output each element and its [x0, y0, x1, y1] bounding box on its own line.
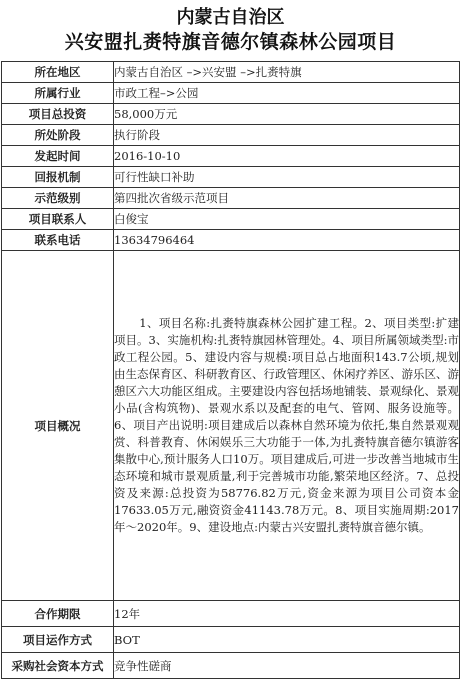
row-label: 所属行业	[2, 83, 114, 104]
table-row	[2, 188, 460, 209]
table-row	[2, 83, 460, 104]
row-label: 项目总投资	[2, 104, 114, 125]
table-row	[2, 230, 460, 251]
row-value: 2016-10-10	[114, 146, 460, 167]
row-value: 13634796464	[114, 230, 460, 251]
table-row	[2, 104, 460, 125]
table-row	[2, 125, 460, 146]
row-label: 所在地区	[2, 62, 114, 83]
table-row	[2, 627, 460, 653]
row-label: 联系电话	[2, 230, 114, 251]
row-value: 第四批次省级示范项目	[114, 188, 460, 209]
row-value: 竞争性磋商	[114, 653, 460, 679]
project-info-table	[1, 61, 460, 679]
row-value: 市政工程–>公园	[114, 83, 460, 104]
table-row	[2, 209, 460, 230]
row-value: 58,000万元	[114, 104, 460, 125]
row-value: 白俊宝	[114, 209, 460, 230]
row-label: 回报机制	[2, 167, 114, 188]
row-label: 所处阶段	[2, 125, 114, 146]
overview-text: 1、项目名称:扎赉特旗森林公园扩建工程。2、项目类型:扩建项目。3、实施机构:扎赉特旗园林管理处。4、项目所属领域类型:市政工程公园。5、建设内容与规模:项目总占地面积143.7公顷,规划由生态保育区、科研教育区、行政管理区、休闲疗养区、游乐区、游憩区六大功能区组成。主要建设内容包括场地铺装、景观绿化、景观小品(含构筑物)、景观水系以及配套的电气、管网、服务设施等。6、项目产出说明:项目建成后以森林自然环境为依托,集自然景观观赏、科普教育、休闲娱乐三大功能于一体,为扎赉特旗音德尔镇游客集散中心,预计服务人口10万。项目建成后,可进一步改善当地城市生态环境和城市景观质量,利于完善城市功能,繁荣地区经济。7、总投资及来源:总投资为58776.82万元,资金来源为项目公司资本金17633.05万元,融资资金41143.78万元。8、项目实施周期:2017年～2020年。9、建设地点:内蒙古兴安盟扎赉特旗音德尔镇。	[114, 251, 460, 601]
table-row	[2, 62, 460, 83]
row-value: 执行阶段	[114, 125, 460, 146]
row-label: 发起时间	[2, 146, 114, 167]
title-block	[0, 0, 461, 60]
title-line-region: 内蒙古自治区	[176, 7, 285, 28]
row-label: 项目联系人	[2, 209, 114, 230]
title-line-project: 兴安盟扎赉特旗音德尔镇森林公园项目	[64, 31, 397, 53]
row-value: BOT	[114, 627, 460, 653]
row-label: 项目运作方式	[2, 627, 114, 653]
row-value: 内蒙古自治区 –>兴安盟 –>扎赉特旗	[114, 62, 460, 83]
row-label: 采购社会资本方式	[2, 653, 114, 679]
overview-row	[2, 251, 460, 601]
row-value: 可行性缺口补助	[114, 167, 460, 188]
table-row	[2, 601, 460, 627]
table-row	[2, 653, 460, 679]
row-value: 12年	[114, 601, 460, 627]
table-row	[2, 146, 460, 167]
row-label: 示范级别	[2, 188, 114, 209]
overview-label: 项目概况	[2, 251, 114, 601]
row-label: 合作期限	[2, 601, 114, 627]
table-row	[2, 167, 460, 188]
